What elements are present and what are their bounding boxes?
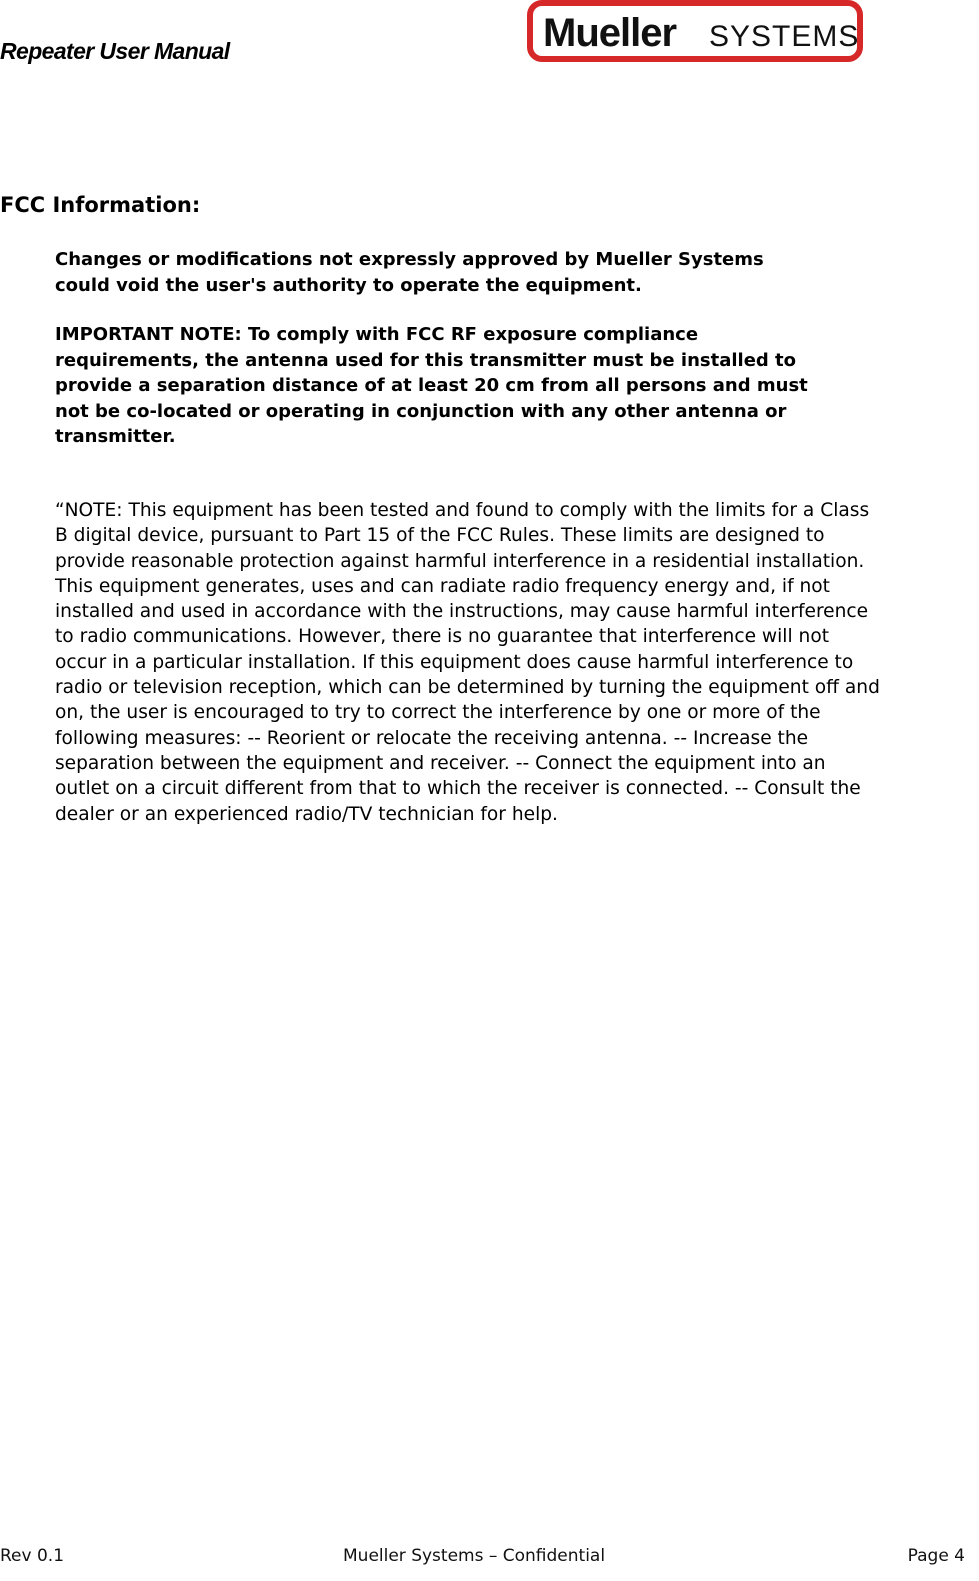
text-line: radio or television reception, which can be determined by turning the equipment off and xyxy=(55,677,880,699)
modification-warning xyxy=(55,247,955,298)
text-line: occur in a particular installation. If this equipment does cause harmful interference to xyxy=(55,651,854,673)
mueller-systems-logo xyxy=(527,0,863,64)
text-line: “NOTE: This equipment has been tested and found to comply with the limits for a Class xyxy=(55,500,870,521)
text-line: to radio communications. However, there is no guarantee that interference will not xyxy=(55,626,829,648)
text-line: requirements, the antenna used for this transmitter must be installed to xyxy=(55,349,797,371)
text-line: not be co-located or operating in conjunction with any other antenna or xyxy=(55,400,787,422)
text-line: Changes or modifications not expressly approved by Mueller Systems xyxy=(55,249,764,270)
text-line: on, the user is encouraged to try to correct the interference by one or more of the xyxy=(55,702,821,724)
logo-sub-text: SYSTEMS xyxy=(709,20,860,53)
footer-confidential: Mueller Systems – Confidential xyxy=(343,1546,606,1566)
text-line: separation between the equipment and receiver. -- Connect the equipment into an xyxy=(55,752,826,774)
text-line: outlet on a circuit different from that to which the receiver is connected. -- Consult the xyxy=(55,778,861,800)
text-line: provide reasonable protection against harmful interference in a residential installation. xyxy=(55,550,865,572)
text-line: could void the user's authority to operate the equipment. xyxy=(55,274,642,296)
text-line: provide a separation distance of at least 20 cm from all persons and must xyxy=(55,375,808,396)
text-line: transmitter. xyxy=(55,426,176,447)
text-line: IMPORTANT NOTE: To comply with FCC RF exposure compliance xyxy=(55,324,699,345)
text-line: dealer or an experienced radio/TV technician for help. xyxy=(55,803,558,825)
footer-revision: Rev 0.1 xyxy=(0,1546,65,1566)
text-line: B digital device, pursuant to Part 15 of the FCC Rules. These limits are designed to xyxy=(55,525,825,547)
logo-main-text: Mueller xyxy=(543,11,677,55)
document-title: Repeater User Manual xyxy=(0,38,230,64)
text-line: installed and used in accordance with the instructions, may cause harmful interference xyxy=(55,601,869,623)
text-line: This equipment generates, uses and can radiate radio frequency energy and, if not xyxy=(55,575,830,597)
section-heading: FCC Information: xyxy=(0,193,201,217)
fcc-part15-note xyxy=(55,498,977,827)
text-line: following measures: -- Reorient or relocate the receiving antenna. -- Increase the xyxy=(55,727,809,749)
footer-page-number: Page 4 xyxy=(907,1546,965,1566)
rf-exposure-note xyxy=(55,322,955,450)
